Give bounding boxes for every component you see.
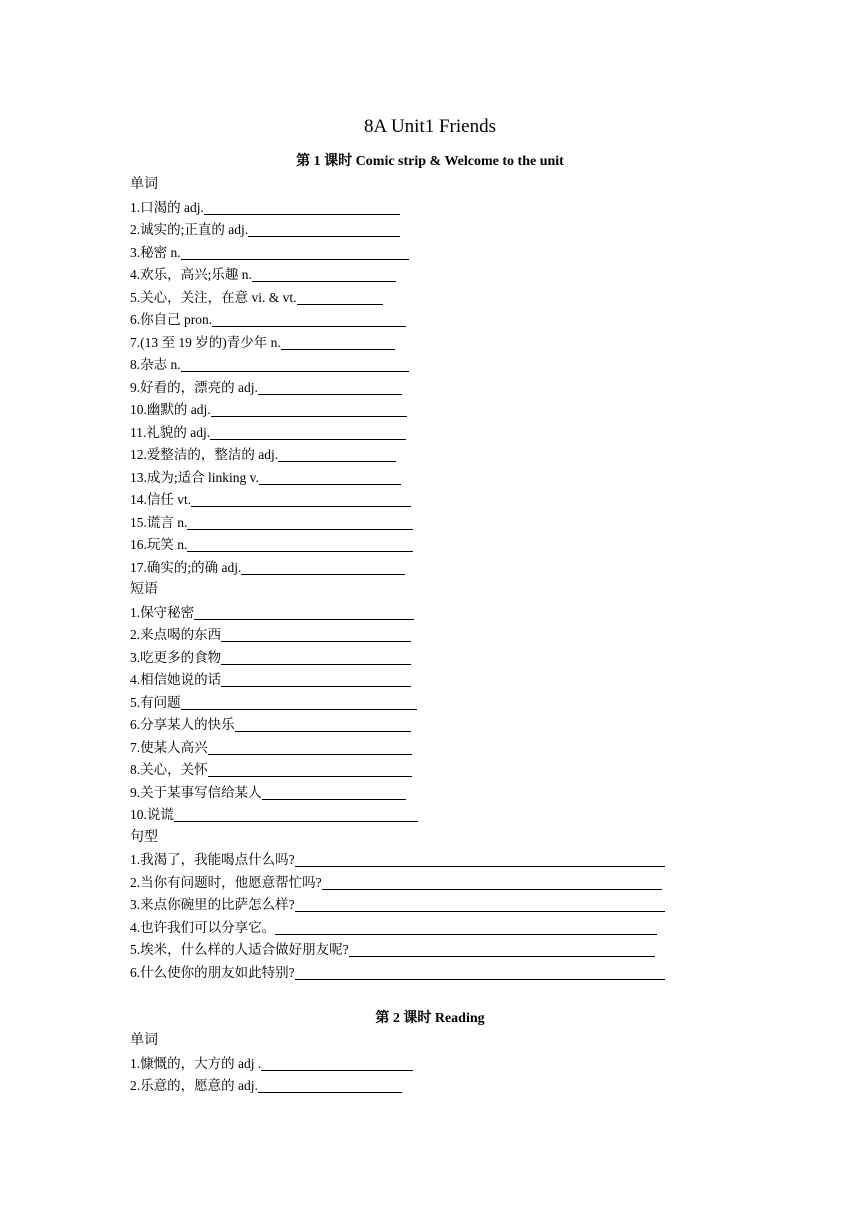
answer-blank[interactable]	[221, 650, 411, 665]
phrase-text: 2.来点喝的东西	[130, 627, 222, 642]
word-item	[130, 491, 411, 509]
answer-blank[interactable]	[210, 425, 406, 440]
word-text: 2.乐意的，愿意的 adj.	[130, 1078, 258, 1093]
sentence-item	[130, 919, 657, 937]
answer-blank[interactable]	[261, 1056, 413, 1071]
answer-blank[interactable]	[258, 1078, 402, 1093]
sentence-item	[130, 851, 665, 869]
answer-blank[interactable]	[208, 762, 412, 777]
phrase-item	[130, 694, 417, 712]
word-item	[130, 356, 409, 374]
answer-blank[interactable]	[275, 920, 657, 935]
phrase-text: 9.关于某事写信给某人	[130, 785, 262, 800]
answer-blank[interactable]	[241, 560, 405, 575]
word-text: 1.口渴的 adj.	[130, 200, 204, 215]
word-item	[130, 334, 395, 352]
answer-blank[interactable]	[204, 200, 400, 215]
phrase-item	[130, 716, 411, 734]
answer-blank[interactable]	[181, 245, 409, 260]
answer-blank[interactable]	[235, 717, 411, 732]
word-text: 8.杂志 n.	[130, 357, 181, 372]
phrase-item	[130, 806, 418, 824]
phrase-text: 1.保守秘密	[130, 605, 195, 620]
word-item	[130, 559, 405, 577]
phrase-item	[130, 739, 412, 757]
word-text: 14.信任 vt.	[130, 492, 192, 507]
word-text: 16.玩笑 n.	[130, 537, 188, 552]
sentence-text: 3.来点你碗里的比萨怎么样?	[130, 897, 295, 912]
phrase-text: 4.相信她说的话	[130, 672, 222, 687]
word-text: 6.你自己 pron.	[130, 312, 213, 327]
answer-blank[interactable]	[187, 515, 413, 530]
answer-blank[interactable]	[187, 537, 413, 552]
sentence-text: 1.我渴了，我能喝点什么吗?	[130, 852, 295, 867]
word-item	[130, 379, 402, 397]
word-item	[130, 244, 409, 262]
word-item	[130, 401, 407, 419]
sentence-text: 4.也许我们可以分享它。	[130, 920, 276, 935]
answer-blank[interactable]	[221, 627, 411, 642]
lesson1-sentences-label: 句型	[130, 830, 158, 845]
word-text: 9.好看的，漂亮的 adj.	[130, 380, 258, 395]
answer-blank[interactable]	[211, 402, 407, 417]
answer-blank[interactable]	[281, 335, 395, 350]
phrase-text: 5.有问题	[130, 695, 181, 710]
word-item	[130, 1077, 402, 1095]
phrase-item	[130, 649, 411, 667]
word-text: 3.秘密 n.	[130, 245, 181, 260]
answer-blank[interactable]	[295, 965, 665, 980]
word-text: 7.(13 至 19 岁的)青少年 n.	[130, 335, 281, 350]
answer-blank[interactable]	[208, 740, 412, 755]
answer-blank[interactable]	[295, 897, 665, 912]
sentence-text: 2.当你有问题时，他愿意帮忙吗?	[130, 875, 322, 890]
lesson2-title: 第 2 课时 Reading	[375, 1011, 485, 1026]
answer-blank[interactable]	[258, 380, 402, 395]
answer-blank[interactable]	[278, 447, 396, 462]
answer-blank[interactable]	[194, 605, 414, 620]
phrase-item	[130, 671, 411, 689]
answer-blank[interactable]	[174, 807, 418, 822]
answer-blank[interactable]	[181, 357, 409, 372]
answer-blank[interactable]	[252, 267, 396, 282]
phrase-text: 3.吃更多的食物	[130, 650, 222, 665]
word-text: 12.爱整洁的，整洁的 adj.	[130, 447, 279, 462]
answer-blank[interactable]	[262, 785, 406, 800]
sentence-item	[130, 941, 655, 959]
word-item	[130, 199, 400, 217]
word-text: 2.诚实的;正直的 adj.	[130, 222, 249, 237]
word-item	[130, 221, 400, 239]
phrase-item	[130, 761, 412, 779]
word-item	[130, 289, 383, 307]
word-text: 17.确实的;的确 adj.	[130, 560, 242, 575]
answer-blank[interactable]	[248, 222, 400, 237]
phrase-text: 7.使某人高兴	[130, 740, 208, 755]
answer-blank[interactable]	[181, 695, 417, 710]
word-item	[130, 266, 396, 284]
sentence-text: 5.埃米，什么样的人适合做好朋友呢?	[130, 942, 349, 957]
word-item	[130, 469, 401, 487]
answer-blank[interactable]	[297, 290, 383, 305]
word-text: 4.欢乐，高兴;乐趣 n.	[130, 267, 252, 282]
phrase-text: 6.分享某人的快乐	[130, 717, 235, 732]
lesson1-phrases-label: 短语	[130, 582, 158, 597]
answer-blank[interactable]	[322, 875, 662, 890]
word-text: 15.谎言 n.	[130, 515, 188, 530]
phrase-item	[130, 604, 414, 622]
word-text: 10.幽默的 adj.	[130, 402, 211, 417]
answer-blank[interactable]	[295, 852, 665, 867]
document-title: 8A Unit1 Friends	[364, 116, 496, 137]
word-item	[130, 1055, 413, 1073]
word-item	[130, 311, 406, 329]
phrase-item	[130, 784, 406, 802]
sentence-item	[130, 964, 665, 982]
word-item	[130, 424, 406, 442]
word-text: 1.慷慨的，大方的 adj .	[130, 1056, 262, 1071]
sentence-text: 6.什么使你的朋友如此特别?	[130, 965, 295, 980]
sentence-item	[130, 896, 665, 914]
phrase-item	[130, 626, 411, 644]
sentence-item	[130, 874, 662, 892]
answer-blank[interactable]	[259, 470, 401, 485]
word-item	[130, 536, 413, 554]
phrase-text: 8.关心，关怀	[130, 762, 208, 777]
word-text: 5.关心，关注，在意 vi. & vt.	[130, 290, 297, 305]
lesson1-title: 第 1 课时 Comic strip & Welcome to the unit	[296, 154, 564, 169]
word-text: 13.成为;适合 linking v.	[130, 470, 259, 485]
answer-blank[interactable]	[191, 492, 411, 507]
answer-blank[interactable]	[221, 672, 411, 687]
word-item	[130, 446, 396, 464]
phrase-text: 10.说谎	[130, 807, 174, 822]
lesson2-words-label: 单词	[130, 1033, 158, 1048]
answer-blank[interactable]	[349, 942, 655, 957]
lesson1-words-label: 单词	[130, 177, 158, 192]
word-item	[130, 514, 413, 532]
word-text: 11.礼貌的 adj.	[130, 425, 211, 440]
answer-blank[interactable]	[212, 312, 406, 327]
